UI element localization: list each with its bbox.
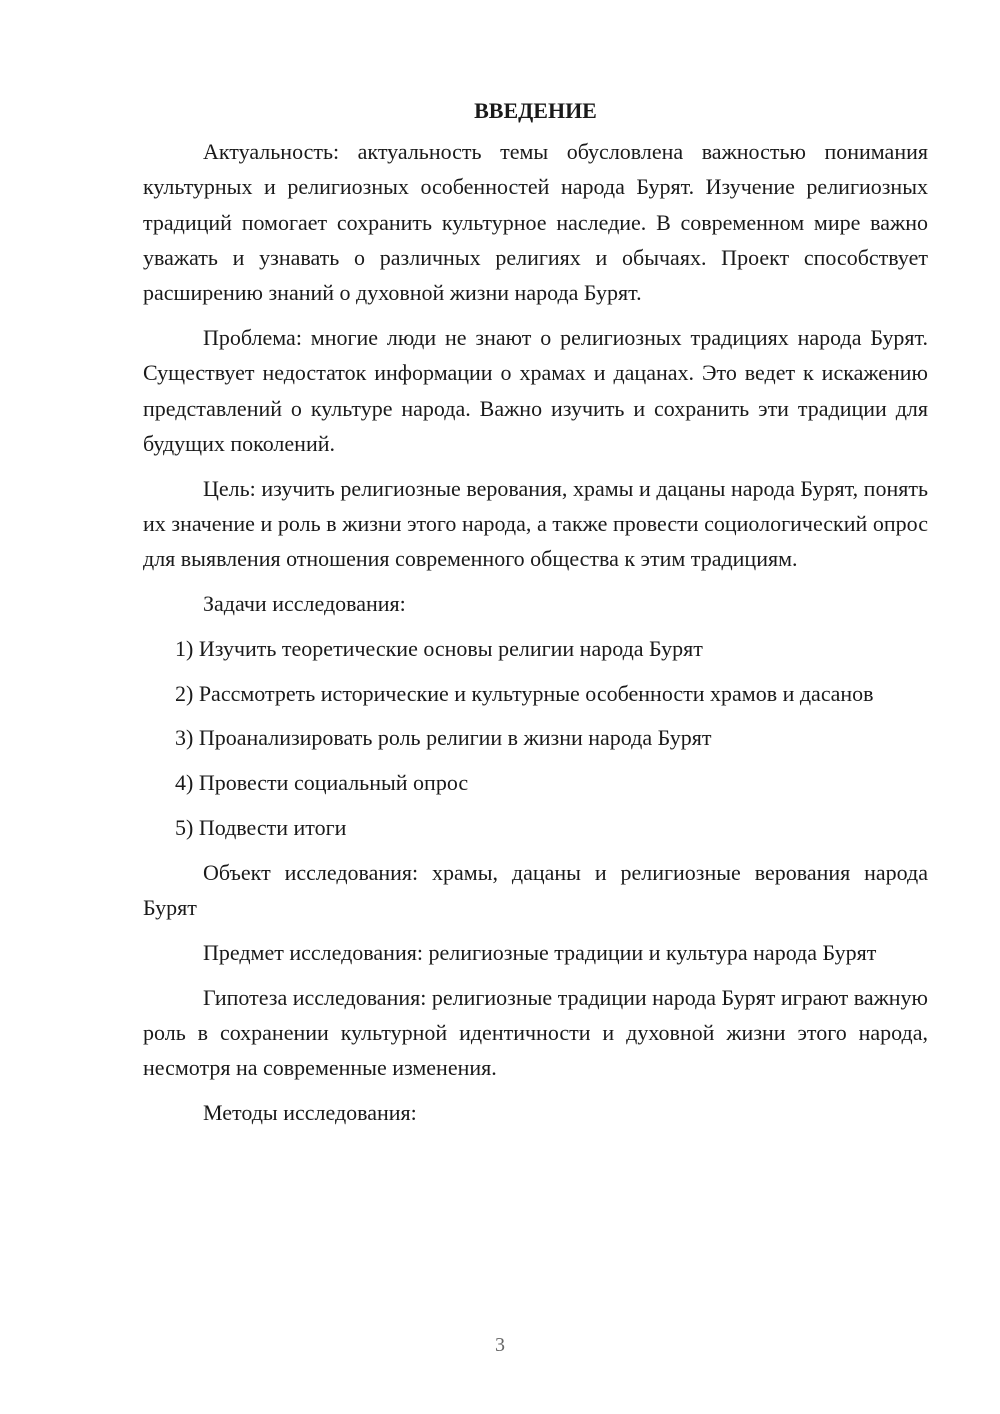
page-number: 3 <box>495 1334 505 1356</box>
paragraph-tasks-heading: Задачи исследования: <box>203 591 406 617</box>
task-item: 4) Провести социальный опрос <box>175 770 469 796</box>
task-item: 1) Изучить теоретические основы религии народа Бурят <box>175 635 703 661</box>
paragraph-object: Объект исследования: храмы, дацаны и религиозные верования народа Бурят <box>143 859 928 921</box>
paragraph-relevance: Актуальность: актуальность темы обусловлена важностью понимания культурных и религиозных особенностей народа Бурят. Изучение религиозных традиций помогает сохранить культурное наследие. В современном мире важно уважать и узнавать о различных религиях и обычаях. Проект способствует расширению знаний о духовной жизни народа Бурят. <box>143 139 928 306</box>
paragraph-subject: Предмет исследования: религиозные традиции и культура народа Бурят <box>203 939 877 965</box>
paragraph-goal: Цель: изучить религиозные верования, храмы и дацаны народа Бурят, понять их значение и роль в жизни этого народа, а также провести социологический опрос для выявления отношения современного общества к этим традициям. <box>143 475 928 572</box>
task-item: 3) Проанализировать роль религии в жизни народа Бурят <box>175 725 712 751</box>
task-item: 5) Подвести итоги <box>175 815 347 841</box>
paragraph-methods: Методы исследования: <box>203 1100 417 1126</box>
document-page <box>143 96 928 1130</box>
section-heading: ВВЕДЕНИЕ <box>474 98 597 123</box>
paragraph-hypothesis: Гипотеза исследования: религиозные традиции народа Бурят играют важную роль в сохранении культурной идентичности и духовной жизни этого народа, несмотря на современные изменения. <box>143 984 928 1081</box>
paragraph-problem: Проблема: многие люди не знают о религиозных традициях народа Бурят. Существует недостаток информации о храмах и дацанах. Это ведет к искажению представлений о культуре народа. Важно изучить и сохранить эти традиции для будущих поколений. <box>143 324 928 456</box>
task-item: 2) Рассмотреть исторические и культурные особенности храмов и даcанов <box>175 680 874 706</box>
